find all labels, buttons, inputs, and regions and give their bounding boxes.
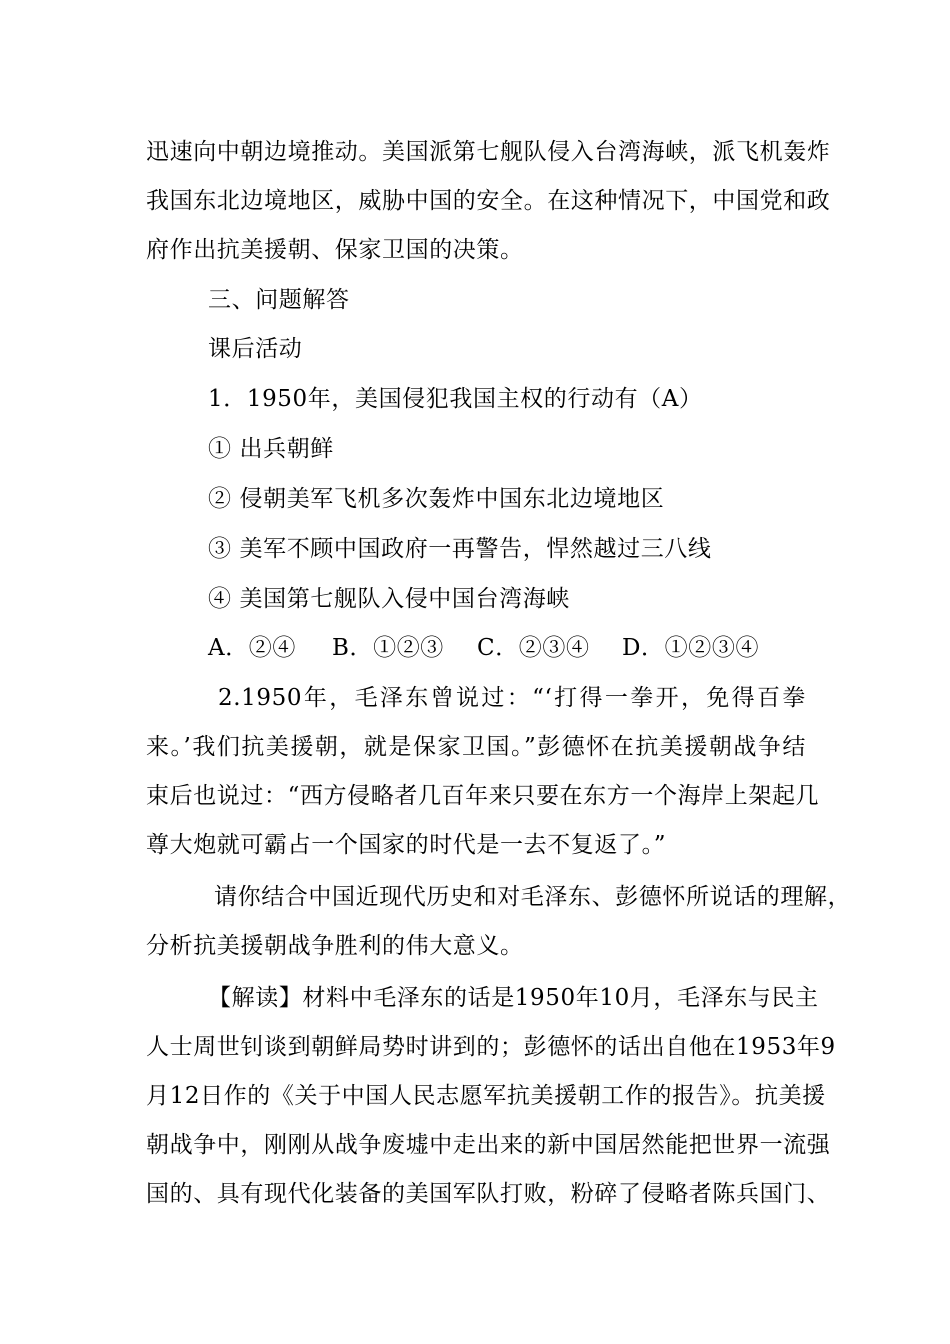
option-c: C．②③④ <box>477 635 590 661</box>
explanation-line-3: 月12日作的《关于中国人民志愿军抗美援朝工作的报告》。抗美援 <box>146 1083 826 1109</box>
explanation-line-1: 【解读】材料中毛泽东的话是1950年10月，毛泽东与民主 <box>208 985 819 1011</box>
question1-item-3: ③ 美军不顾中国政府一再警告，悍然越过三八线 <box>208 536 712 562</box>
explanation-line-2: 人士周世钊谈到朝鲜局势时讲到的；彭德怀的话出自他在1953年9 <box>146 1034 836 1060</box>
option-a: A．②④ <box>208 635 297 661</box>
question2-line-1: 2.1950年，毛泽东曾说过：“‘打得一拳开，免得百拳 <box>218 685 806 711</box>
question1-item-4: ④ 美国第七舰队入侵中国台湾海峡 <box>208 586 570 612</box>
explanation-line-4: 朝战争中，刚刚从战争废墟中走出来的新中国居然能把世界一流强 <box>146 1132 831 1158</box>
intro-line-1: 迅速向中朝边境推动。美国派第七舰队侵入台湾海峡，派飞机轰炸 <box>146 139 831 165</box>
question2-prompt-line-2: 分析抗美援朝战争胜利的伟大意义。 <box>146 933 524 959</box>
option-d: D．①②③④ <box>622 635 760 661</box>
intro-line-3: 府作出抗美援朝、保家卫国的决策。 <box>146 237 524 263</box>
subheading: 课后活动 <box>208 336 303 362</box>
question2-line-4: 尊大炮就可霸占一个国家的时代是一去不复返了。” <box>146 832 667 858</box>
question1-item-2: ② 侵朝美军飞机多次轰炸中国东北边境地区 <box>208 486 665 512</box>
question1-options <box>208 633 759 663</box>
question1-item-1: ① 出兵朝鲜 <box>208 436 334 462</box>
question2-line-3: 束后也说过：“西方侵略者几百年来只要在东方一个海岸上架起几 <box>146 783 820 809</box>
question1-stem: 1．1950年，美国侵犯我国主权的行动有（A） <box>208 386 703 412</box>
question2-prompt-line-1: 请你结合中国近现代历史和对毛泽东、彭德怀所说话的理解， <box>214 884 852 910</box>
section-heading: 三、问题解答 <box>208 287 350 313</box>
explanation-line-5: 国的、具有现代化装备的美国军队打败，粉碎了侵略者陈兵国门、 <box>146 1181 831 1207</box>
intro-line-2: 我国东北边境地区，威胁中国的安全。在这种情况下，中国党和政 <box>146 188 831 214</box>
option-b: B．①②③ <box>332 635 444 661</box>
question2-line-2: 来。’我们抗美援朝，就是保家卫国。”彭德怀在抗美援朝战争结 <box>146 734 806 760</box>
